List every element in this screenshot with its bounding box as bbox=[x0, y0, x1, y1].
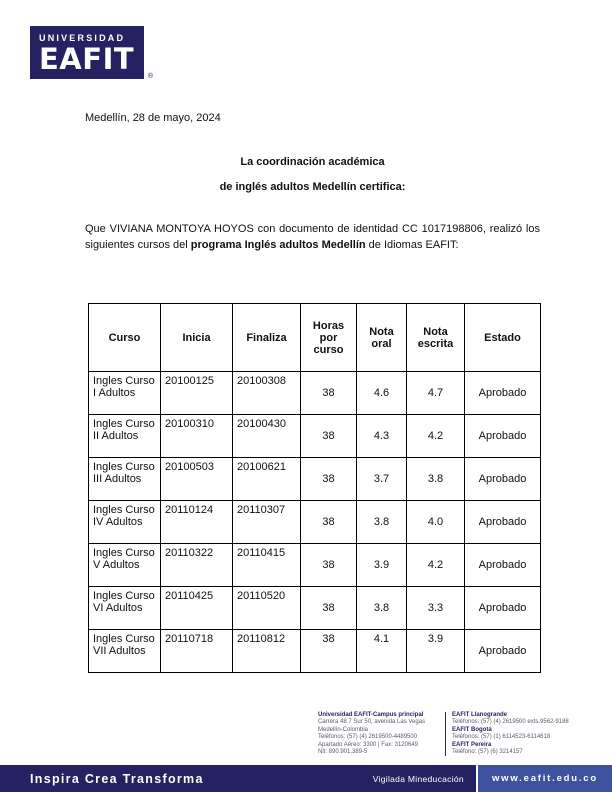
table-cell: 20110415 bbox=[233, 544, 301, 587]
letter-body bbox=[85, 222, 540, 253]
table-row bbox=[89, 630, 541, 673]
footer-line: Medellín-Colombia bbox=[318, 726, 369, 733]
table-cell: 3.8 bbox=[357, 587, 407, 630]
footer-line: Carrera 48 7 Sur 50, avenida Las Vegas bbox=[318, 719, 426, 726]
table-cell: 20110322 bbox=[161, 544, 233, 587]
table-cell: 20110812 bbox=[233, 630, 301, 673]
column-header: Curso bbox=[89, 304, 161, 372]
table-header-row bbox=[89, 304, 541, 372]
table-cell: 38 bbox=[301, 372, 357, 415]
table-cell: 38 bbox=[301, 544, 357, 587]
body-text-bold: programa Inglés adultos Medellín bbox=[190, 238, 366, 251]
table-cell: Ingles Curso III Adultos bbox=[89, 458, 161, 501]
table-cell: 20110520 bbox=[233, 587, 301, 630]
table-cell: Ingles Curso VI Adultos bbox=[89, 587, 161, 630]
table-cell: 20110307 bbox=[233, 501, 301, 544]
table-cell: Ingles Curso I Adultos bbox=[89, 372, 161, 415]
column-header: Estado bbox=[465, 304, 541, 372]
vigilada-text: Vigilada Mineducación bbox=[372, 773, 464, 784]
table-cell: 38 bbox=[301, 630, 357, 673]
table-row bbox=[89, 501, 541, 544]
table-cell: 4.0 bbox=[407, 501, 465, 544]
table-row bbox=[89, 544, 541, 587]
table-cell: 3.9 bbox=[357, 544, 407, 587]
slogan-text: Inspira Crea Transforma bbox=[30, 771, 204, 786]
table-row bbox=[89, 587, 541, 630]
table-cell: 3.8 bbox=[357, 501, 407, 544]
column-header: Horas por curso bbox=[301, 304, 357, 372]
letter-heading-line1: La coordinación académica bbox=[240, 156, 385, 168]
table-cell: 3.3 bbox=[407, 587, 465, 630]
table-cell: 20100621 bbox=[233, 458, 301, 501]
table-cell: 38 bbox=[301, 587, 357, 630]
body-text-part2: de Idiomas EAFIT: bbox=[365, 238, 459, 251]
column-header: Nota escrita bbox=[407, 304, 465, 372]
footer-line: EAFIT Pereira bbox=[452, 741, 492, 748]
table-cell: 38 bbox=[301, 415, 357, 458]
table-body bbox=[89, 372, 541, 673]
table-cell: 3.8 bbox=[407, 458, 465, 501]
table-cell: 4.2 bbox=[407, 415, 465, 458]
footer-col-right bbox=[445, 712, 590, 756]
website-box bbox=[476, 765, 612, 792]
table-cell: Ingles Curso IV Adultos bbox=[89, 501, 161, 544]
logo-brand-label: EAFIT bbox=[39, 42, 135, 76]
table-cell: 20100125 bbox=[161, 372, 233, 415]
table-cell: 4.2 bbox=[407, 544, 465, 587]
website-url: www.eafit.edu.co bbox=[491, 773, 598, 784]
table-row bbox=[89, 415, 541, 458]
table-cell: Aprobado bbox=[465, 501, 541, 544]
footer-line: EAFIT Bogotá bbox=[452, 726, 492, 733]
letter-date: Medellín, 28 de mayo, 2024 bbox=[85, 112, 221, 124]
table-cell: 4.7 bbox=[407, 372, 465, 415]
table-cell: 4.1 bbox=[357, 630, 407, 673]
column-header: Inicia bbox=[161, 304, 233, 372]
letter-heading-line2: de inglés adultos Medellín certifica: bbox=[219, 181, 406, 193]
column-header: Nota oral bbox=[357, 304, 407, 372]
table-cell: 4.3 bbox=[357, 415, 407, 458]
table-cell: 4.6 bbox=[357, 372, 407, 415]
table-cell: Ingles Curso II Adultos bbox=[89, 415, 161, 458]
eafit-logo bbox=[30, 26, 153, 80]
table-cell: Aprobado bbox=[465, 544, 541, 587]
footer-line: Teléfonos: (57) (4) 2619500 exts.9562-9188 bbox=[452, 719, 569, 726]
table-cell: Aprobado bbox=[465, 372, 541, 415]
table-cell: 20110425 bbox=[161, 587, 233, 630]
footer-line: Universidad EAFIT-Campus principal bbox=[318, 712, 424, 718]
table-cell: 20100308 bbox=[233, 372, 301, 415]
table-row bbox=[89, 372, 541, 415]
table-cell: Aprobado bbox=[465, 630, 541, 673]
table-cell: Aprobado bbox=[465, 415, 541, 458]
table-row bbox=[89, 458, 541, 501]
footer-line: EAFIT Llanogrande bbox=[452, 712, 508, 718]
courses-table bbox=[88, 303, 541, 673]
table-cell: 3.7 bbox=[357, 458, 407, 501]
table-cell: 20100430 bbox=[233, 415, 301, 458]
footer-address-block bbox=[318, 712, 590, 756]
footer-col-left bbox=[318, 712, 445, 756]
body-text-part1: Que VIVIANA MONTOYA HOYOS con documento de identidad CC 1017198806, realizó los siguientes cursos del bbox=[85, 223, 540, 251]
table-cell: Ingles Curso V Adultos bbox=[89, 544, 161, 587]
column-header: Finaliza bbox=[233, 304, 301, 372]
footer-line: Teléfonos: (57) (4) 2619500-4489500 bbox=[318, 734, 418, 741]
footer-line: Apartado Aéreo: 3300 | Fax: 3120649 bbox=[318, 741, 418, 748]
table-cell: Ingles Curso VII Adultos bbox=[89, 630, 161, 673]
table-cell: Aprobado bbox=[465, 458, 541, 501]
table-cell: 20100310 bbox=[161, 415, 233, 458]
footer-line: Nit: 890.901.389-5 bbox=[318, 749, 368, 756]
table-cell: 20110718 bbox=[161, 630, 233, 673]
table-cell: 38 bbox=[301, 501, 357, 544]
table-cell: 38 bbox=[301, 458, 357, 501]
footer-line: Teléfonos: (57) (1) 6114523-6114618 bbox=[452, 734, 551, 741]
table-cell: 20110124 bbox=[161, 501, 233, 544]
table-cell: 3.9 bbox=[407, 630, 465, 673]
bottom-brand-bar bbox=[0, 765, 612, 792]
logo-university-label: UNIVERSIDAD bbox=[39, 33, 126, 43]
registered-trademark-icon: ® bbox=[147, 73, 153, 80]
table-cell: 20100503 bbox=[161, 458, 233, 501]
footer-line: Teléfono: (57) (6) 3214157 bbox=[452, 749, 523, 756]
table-cell: Aprobado bbox=[465, 587, 541, 630]
